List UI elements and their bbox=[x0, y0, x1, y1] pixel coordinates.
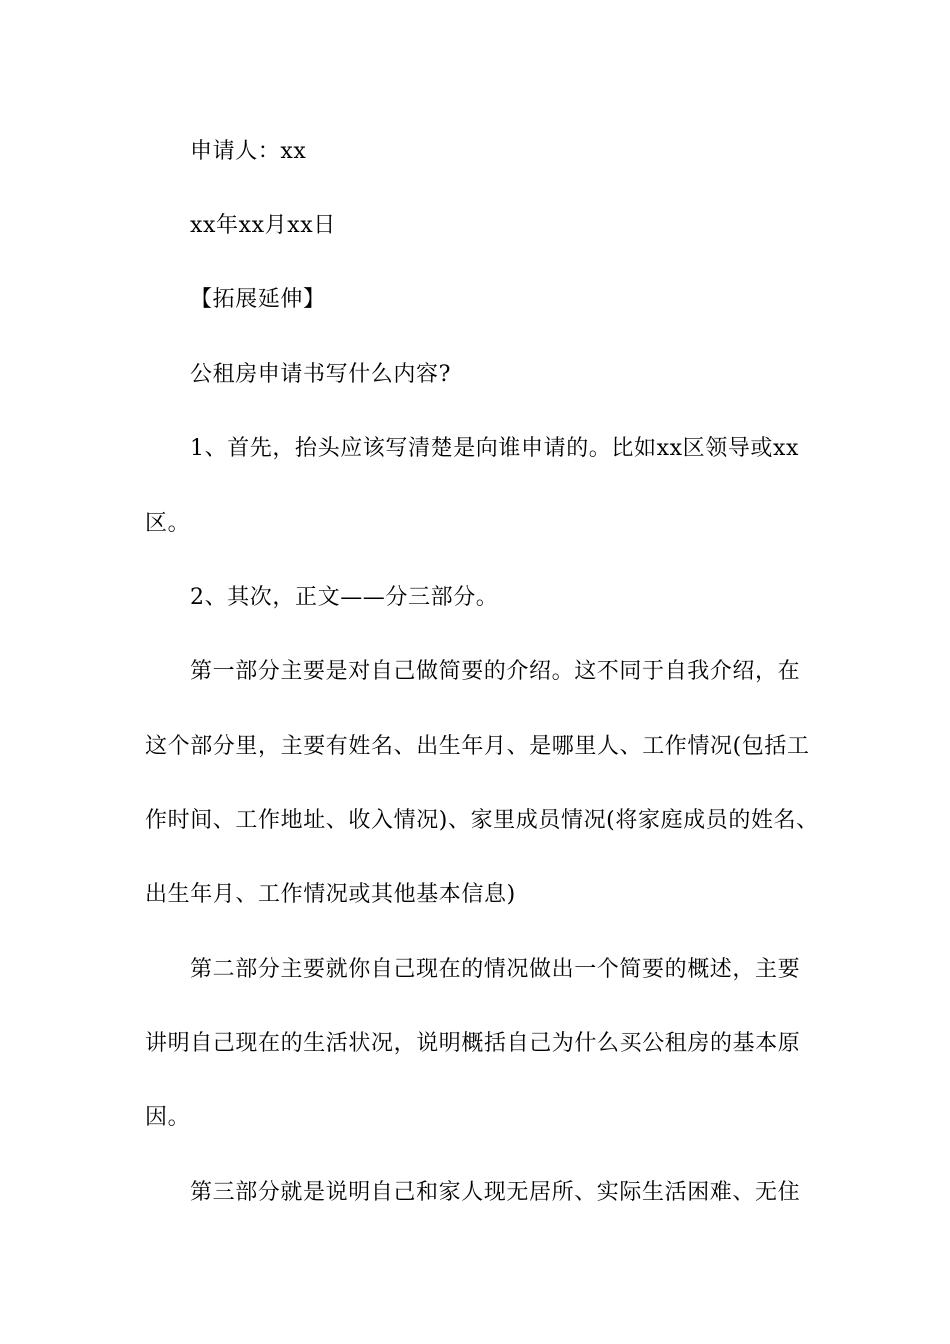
paragraph-line: 因。 bbox=[145, 1105, 191, 1130]
paragraph-line: 作时间、工作地址、收入情况)、家里成员情况(将家庭成员的姓名、 bbox=[145, 808, 819, 833]
date-line: xx年xx月xx日 bbox=[190, 213, 336, 238]
paragraph-line: 讲明自己现在的生活状况，说明概括自己为什么买公租房的基本原 bbox=[145, 1031, 801, 1056]
paragraph-line: 第二部分主要就你自己现在的情况做出一个简要的概述，主要 bbox=[190, 957, 801, 982]
paragraph-line: 这个部分里，主要有姓名、出生年月、是哪里人、工作情况(包括工 bbox=[145, 734, 810, 759]
paragraph-line: 1、首先，抬头应该写清楚是向谁申请的。比如xx区领导或xx bbox=[190, 436, 800, 461]
paragraph-line: 第一部分主要是对自己做简要的介绍。这不同于自我介绍，在 bbox=[190, 659, 801, 684]
section-heading: 【拓展延伸】 bbox=[190, 287, 326, 312]
paragraph-line: 2、其次，正文——分三部分。 bbox=[190, 585, 499, 610]
paragraph-line: 第三部分就是说明自己和家人现无居所、实际生活困难、无住 bbox=[190, 1180, 801, 1205]
applicant-line: 申请人：xx bbox=[190, 139, 307, 164]
paragraph-line: 出生年月、工作情况或其他基本信息) bbox=[145, 882, 516, 907]
paragraph-line: 区。 bbox=[145, 511, 191, 536]
question-heading: 公租房申请书写什么内容? bbox=[190, 362, 451, 387]
